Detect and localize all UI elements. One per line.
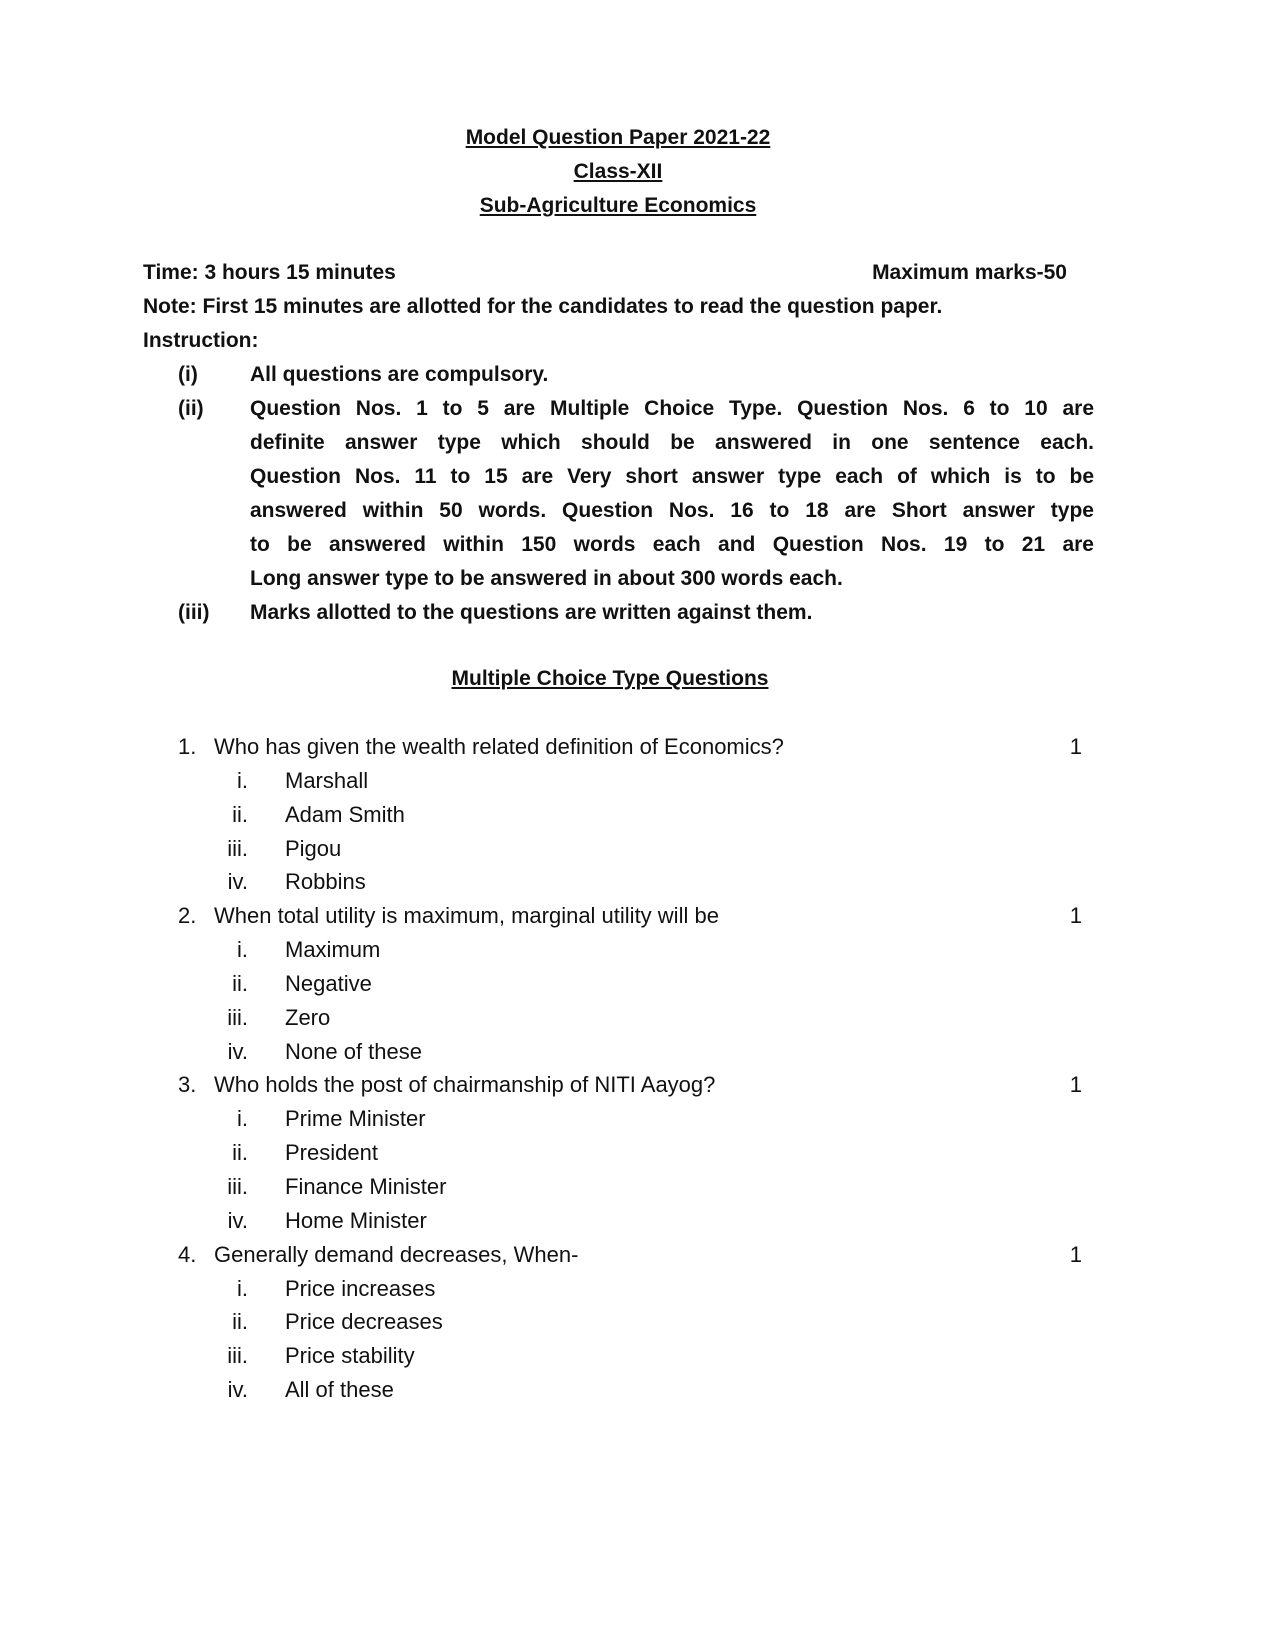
instruction-text: to be answered within 150 words each and Question Nos. 19 to 21 are (250, 533, 1094, 556)
option-text: Home Minister (285, 1207, 427, 1233)
option-text: President (285, 1140, 378, 1166)
instruction-label: Instruction: (143, 329, 259, 352)
subject-label: Sub-Agriculture Economics (479, 194, 757, 217)
question-number: 2. (178, 903, 197, 929)
question-marks: 1 (1069, 734, 1082, 759)
option-text: Finance Minister (285, 1174, 447, 1199)
time-label: Time: 3 hours 15 minutes (143, 261, 396, 284)
option-numeral: i. (237, 937, 248, 963)
option-numeral: iii. (227, 1343, 248, 1369)
instruction-number: (ii) (178, 397, 204, 420)
instruction-text: All questions are compulsory. (250, 363, 549, 386)
option-text: Robbins (285, 869, 366, 895)
option-text: Pigou (285, 835, 342, 861)
instruction-text: definite answer type which should be answered in one sentence each. (250, 431, 1094, 454)
option-numeral: iv. (227, 1377, 248, 1402)
option-text: Price increases (285, 1275, 436, 1301)
instruction-text: Long answer type to be answered in about 300 words each. (250, 567, 843, 590)
option-text: Price stability (285, 1343, 415, 1369)
option-numeral: iii. (227, 835, 248, 861)
option-numeral: ii. (232, 1309, 248, 1335)
question-text: Who holds the post of chairmanship of NITI Aayog? (214, 1072, 716, 1098)
class-label: Class-XII (573, 160, 663, 183)
option-text: Maximum (285, 937, 381, 963)
instruction-number: (i) (178, 363, 198, 386)
option-text: Zero (285, 1004, 331, 1030)
max-marks-label: Maximum marks-50 (872, 261, 1067, 284)
question-text: Who has given the wealth related definition of Economics? (214, 734, 784, 759)
instruction-number: (iii) (178, 601, 210, 624)
section-title: Multiple Choice Type Questions (451, 667, 769, 690)
option-text: Marshall (285, 768, 369, 793)
note-text: Note: First 15 minutes are allotted for the candidates to read the question paper. (143, 295, 943, 318)
option-numeral: iii. (227, 1004, 248, 1030)
option-numeral: ii. (232, 971, 248, 996)
question-text: When total utility is maximum, marginal utility will be (214, 903, 719, 929)
question-number: 3. (178, 1072, 197, 1098)
option-text: Negative (285, 971, 372, 996)
question-number: 1. (178, 734, 197, 759)
option-text: Price decreases (285, 1309, 443, 1335)
option-text: None of these (285, 1038, 422, 1064)
question-marks: 1 (1069, 1072, 1082, 1098)
option-numeral: iv. (227, 1207, 248, 1233)
option-numeral: iii. (227, 1174, 248, 1199)
option-text: Prime Minister (285, 1106, 426, 1132)
option-numeral: iv. (227, 1038, 248, 1064)
option-numeral: i. (237, 1275, 248, 1301)
option-numeral: i. (237, 768, 248, 793)
instruction-text: Marks allotted to the questions are written against them. (250, 601, 813, 624)
option-numeral: i. (237, 1106, 248, 1132)
instruction-text: answered within 50 words. Question Nos. 16 to 18 are Short answer type (250, 499, 1094, 522)
instruction-text: Question Nos. 1 to 5 are Multiple Choice Type. Question Nos. 6 to 10 are (250, 397, 1094, 420)
option-text: All of these (285, 1377, 394, 1402)
option-text: Adam Smith (285, 801, 405, 827)
question-text: Generally demand decreases, When- (214, 1241, 579, 1267)
question-marks: 1 (1069, 903, 1082, 929)
paper-title: Model Question Paper 2021-22 (465, 126, 771, 149)
option-numeral: ii. (232, 1140, 248, 1166)
option-numeral: iv. (227, 869, 248, 895)
question-number: 4. (178, 1241, 197, 1267)
option-numeral: ii. (232, 801, 248, 827)
question-marks: 1 (1069, 1241, 1082, 1267)
instruction-text: Question Nos. 11 to 15 are Very short answer type each of which is to be (250, 465, 1094, 488)
